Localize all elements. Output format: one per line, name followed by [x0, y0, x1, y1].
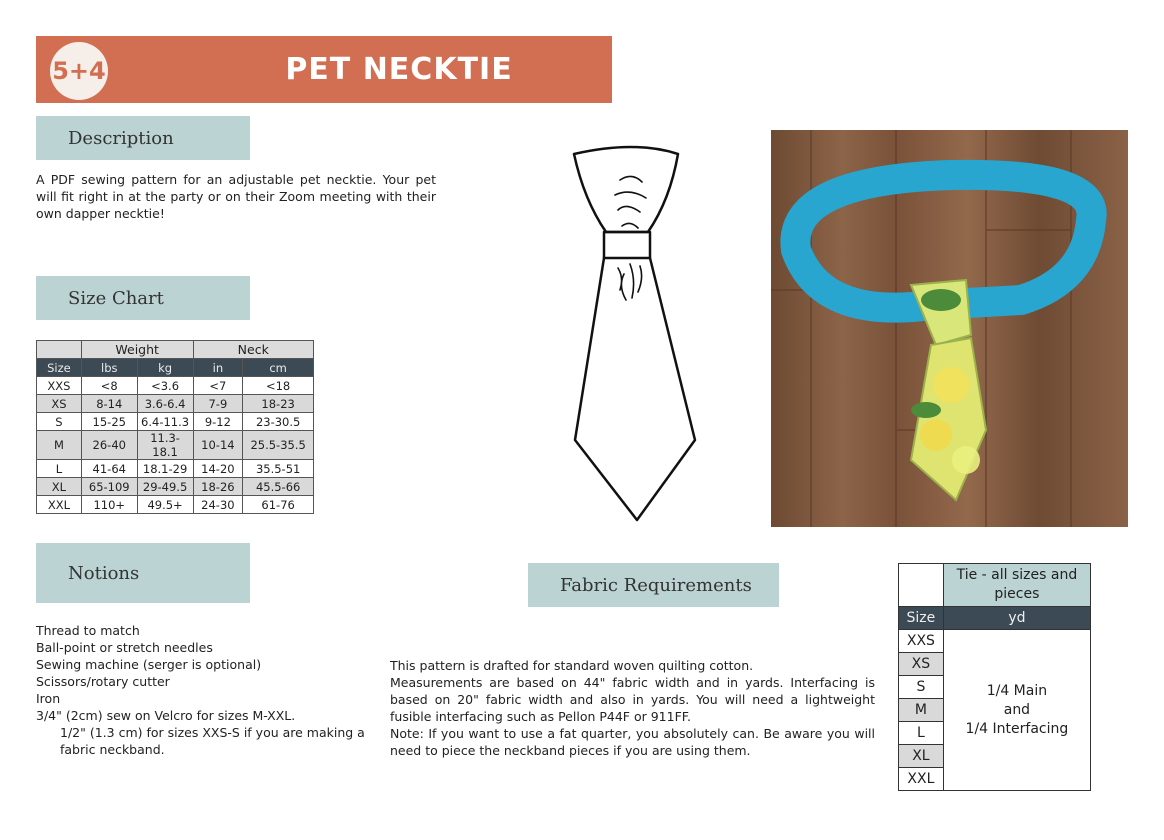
table-cell: <3.6	[137, 377, 193, 395]
table-cell: <7	[193, 377, 243, 395]
page-title: PET NECKTIE	[285, 52, 513, 87]
fabric-unit-label: yd	[943, 607, 1090, 630]
column-header: in	[193, 359, 243, 377]
table-cell: <18	[243, 377, 314, 395]
group-header-neck: Neck	[193, 341, 314, 359]
table-cell: 61-76	[243, 496, 314, 514]
table-row	[37, 460, 314, 478]
column-header: cm	[243, 359, 314, 377]
fabric-table-header	[899, 564, 1091, 607]
table-cell: 65-109	[81, 478, 137, 496]
table-cell: 15-25	[81, 413, 137, 431]
table-cell: 7-9	[193, 395, 243, 413]
table-cell: 3.6-6.4	[137, 395, 193, 413]
table-cell: 25.5-35.5	[243, 431, 314, 460]
table-cell: 10-14	[193, 431, 243, 460]
column-header: lbs	[81, 359, 137, 377]
table-row	[37, 377, 314, 395]
fabric-table-title: Tie - all sizes and pieces	[943, 564, 1090, 607]
list-item: Ball-point or stretch needles	[36, 640, 213, 655]
table-cell: XXS	[37, 377, 82, 395]
fabric-requirements-text	[390, 657, 875, 759]
table-cell: 41-64	[81, 460, 137, 478]
group-header-weight: Weight	[81, 341, 193, 359]
table-cell: S	[37, 413, 82, 431]
list-sub-item: 1/2" (1.3 cm) for sizes XXS-S if you are making a fabric neckband.	[60, 725, 365, 757]
fabric-line: Measurements are based on 44" fabric width and in yards. Interfacing is based on 20" fabric width and also in yards. You will need a lightweight fusible interfacing such as Pellon P44F or 911FF.	[390, 675, 875, 724]
table-cell: 9-12	[193, 413, 243, 431]
necktie-drawing	[560, 140, 710, 525]
notions-heading: Notions	[36, 543, 250, 603]
description-text: A PDF sewing pattern for an adjustable pet necktie. Your pet will fit right in at the party or on their Zoom meeting with their own dapper necktie!	[36, 172, 436, 221]
fabric-size-label: Size	[899, 607, 944, 630]
table-cell: 18.1-29	[137, 460, 193, 478]
size-chart-table	[36, 340, 314, 514]
fabric-table-subheader	[899, 607, 1091, 630]
table-cell: XXL	[37, 496, 82, 514]
table-cell: 8-14	[81, 395, 137, 413]
list-item: Thread to match	[36, 623, 140, 638]
list-item: Scissors/rotary cutter	[36, 674, 170, 689]
table-cell: 18-23	[243, 395, 314, 413]
table-row	[37, 478, 314, 496]
table-cell: 14-20	[193, 460, 243, 478]
size-chart-column-header	[37, 359, 314, 377]
fabric-amount-cell	[943, 630, 1090, 791]
description-heading: Description	[36, 116, 250, 160]
table-cell: XL	[37, 478, 82, 496]
column-header: Size	[37, 359, 82, 377]
table-cell: L	[37, 460, 82, 478]
group-header-empty	[37, 341, 82, 359]
table-cell: 35.5-51	[243, 460, 314, 478]
fabric-amount-main: 1/4 Main	[986, 682, 1048, 699]
table-cell: M	[37, 431, 82, 460]
list-item: Iron	[36, 691, 61, 706]
table-row	[899, 630, 1091, 653]
table-cell: 26-40	[81, 431, 137, 460]
fabric-size: S	[899, 676, 944, 699]
fabric-size: XXL	[899, 768, 944, 791]
fabric-line: Note: If you want to use a fat quarter, you absolutely can. Be aware you will need to piece the neckband pieces if you are using them.	[390, 726, 875, 758]
table-cell: 45.5-66	[243, 478, 314, 496]
necktie-photo	[771, 130, 1128, 527]
list-item: 3/4" (2cm) sew on Velcro for sizes M-XXL.	[36, 708, 296, 723]
table-row	[37, 496, 314, 514]
table-cell: 23-30.5	[243, 413, 314, 431]
table-cell: 11.3-18.1	[137, 431, 193, 460]
table-row	[37, 431, 314, 460]
size-chart-heading: Size Chart	[36, 276, 250, 320]
fabric-size: XS	[899, 653, 944, 676]
column-header: kg	[137, 359, 193, 377]
table-row	[37, 395, 314, 413]
table-cell: XS	[37, 395, 82, 413]
fabric-size: XL	[899, 745, 944, 768]
size-chart-group-header	[37, 341, 314, 359]
list-item: Sewing machine (serger is optional)	[36, 657, 262, 672]
table-row	[37, 413, 314, 431]
table-cell: 6.4-11.3	[137, 413, 193, 431]
table-cell: <8	[81, 377, 137, 395]
fabric-requirements-heading: Fabric Requirements	[528, 563, 779, 607]
fabric-amount-and: and	[1003, 701, 1031, 718]
fabric-table	[898, 563, 1091, 791]
fabric-table-empty-cell	[899, 564, 944, 607]
table-cell: 18-26	[193, 478, 243, 496]
table-cell: 24-30	[193, 496, 243, 514]
table-cell: 49.5+	[137, 496, 193, 514]
table-cell: 110+	[81, 496, 137, 514]
fabric-amount-interfacing: 1/4 Interfacing	[965, 720, 1069, 737]
fabric-size: M	[899, 699, 944, 722]
fabric-size: L	[899, 722, 944, 745]
notions-list	[36, 622, 366, 758]
brand-logo: 5+4	[50, 42, 108, 100]
table-cell: 29-49.5	[137, 478, 193, 496]
fabric-line: This pattern is drafted for standard woven quilting cotton.	[390, 658, 754, 673]
fabric-size: XXS	[899, 630, 944, 653]
